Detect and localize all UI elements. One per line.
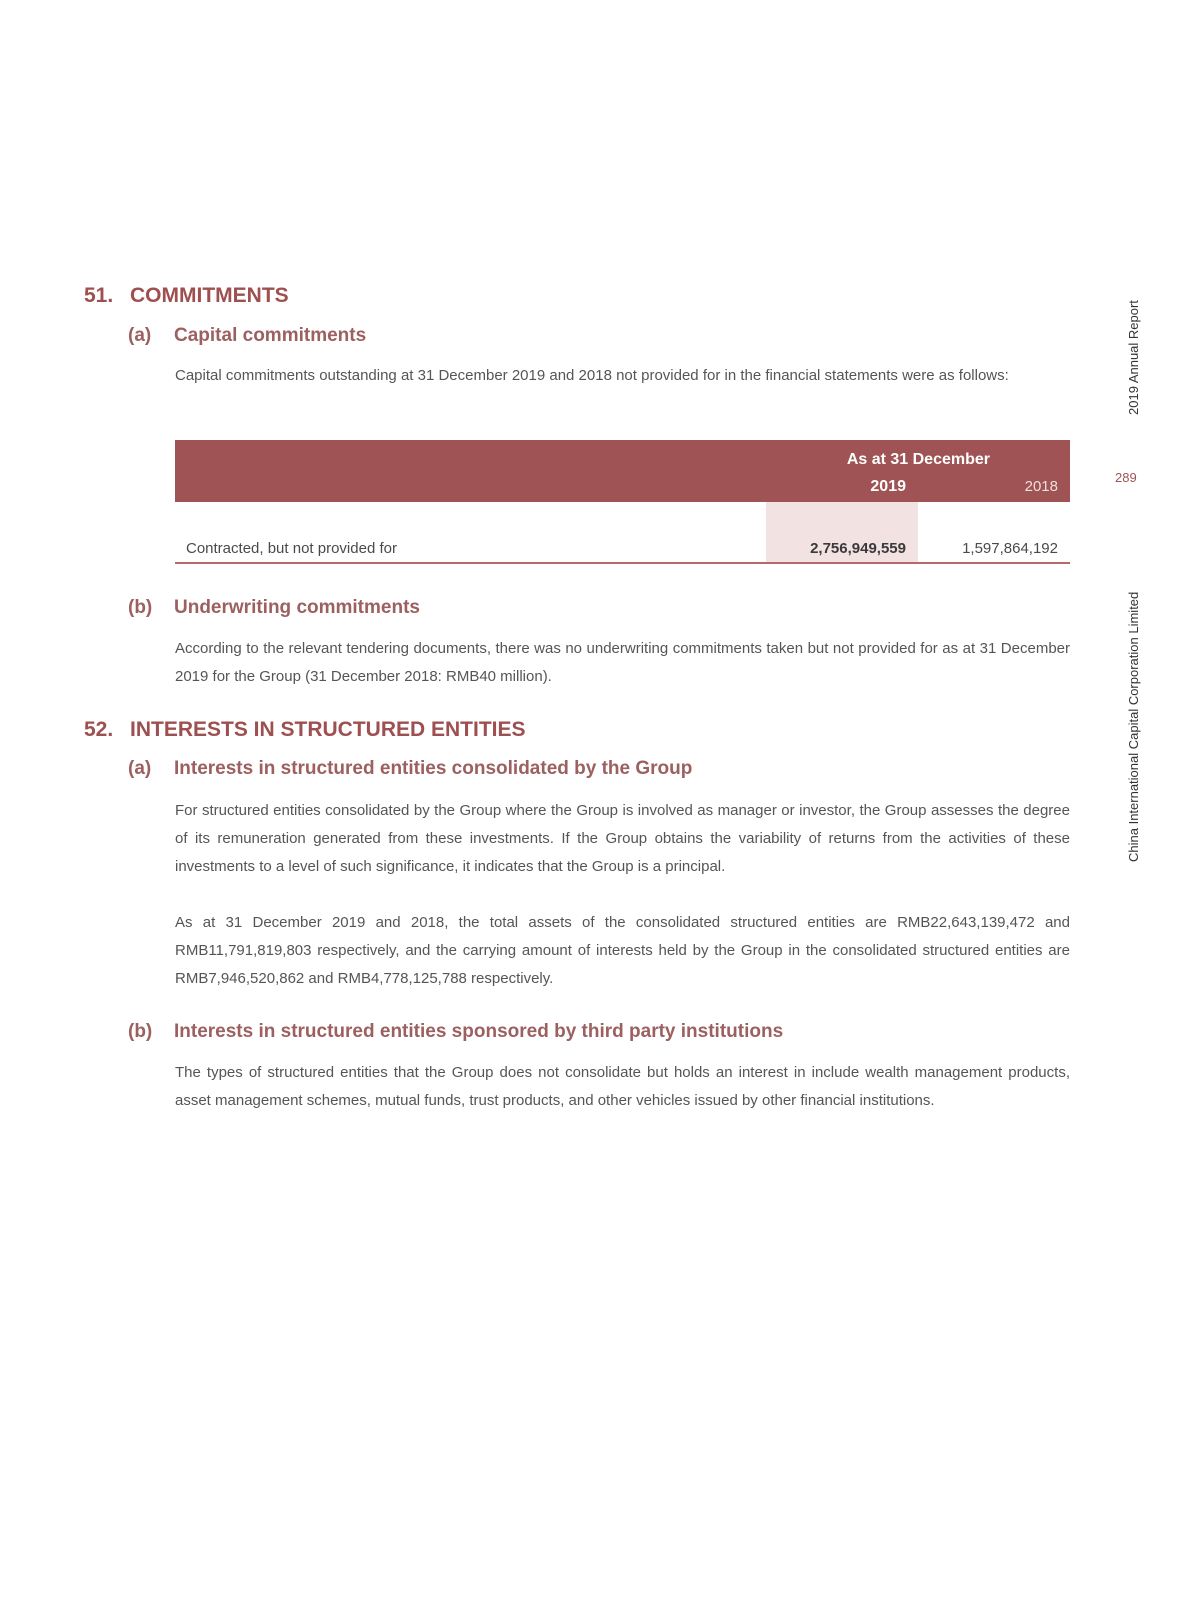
section-52a-text-1: For structured entities consolidated by the Group where the Group is involved as manager or investor, the Group assesses the degree of its remuneration generated from these investments. If the Group obtains the variability of returns from the activities of these investments to a level of such significance, it indicates that the Group is a principal. xyxy=(175,802,1070,875)
table-header xyxy=(175,440,1070,502)
section-51a-text: Capital commitments outstanding at 31 December 2019 and 2018 not provided for in the financial statements were as follows: xyxy=(175,367,1009,384)
company-name-vertical: China International Capital Corporation Limited xyxy=(1126,591,1141,862)
section-52b-heading: (b) Interests in structured entities sponsored by third party institutions xyxy=(128,1021,784,1042)
header-2019: 2019 xyxy=(870,478,906,495)
section-52b-text: The types of structured entities that the Group does not consolidate but holds an interest in include wealth management products, asset management schemes, mutual funds, trust products, and other vehicles issued by other financial institutions. xyxy=(175,1064,1070,1109)
section-52a-heading: (a) Interests in structured entities consolidated by the Group xyxy=(128,758,693,779)
section-51b-heading: (b) Underwriting commitments xyxy=(128,597,420,618)
header-as-at: As at 31 December xyxy=(846,451,990,468)
section-52-heading: 52. INTERESTS IN STRUCTURED ENTITIES xyxy=(84,718,526,741)
section-51-heading: 51. COMMITMENTS xyxy=(84,284,289,307)
capital-commitments-table xyxy=(175,440,1070,557)
section-51a-heading: (a) Capital commitments xyxy=(128,325,367,346)
section-52a-text-2: As at 31 December 2019 and 2018, the total assets of the consolidated structured entities are RMB22,643,139,472 and RMB11,791,819,803 respectively, and the carrying amount of interests held by the Group in the consolidated structured entities are RMB7,946,520,862 and RMB4,778,125,788 respectively. xyxy=(175,914,1070,987)
header-2018: 2018 xyxy=(1024,478,1058,495)
report-title-vertical: 2019 Annual Report xyxy=(1126,300,1141,415)
table-row: Contracted, but not provided for 2,756,949,559 1,597,864,192 xyxy=(175,502,1070,564)
page-number: 289 xyxy=(1115,470,1137,485)
section-51b-text: According to the relevant tendering documents, there was no underwriting commitments taken but not provided for as at 31 December 2019 for the Group (31 December 2018: RMB40 million). xyxy=(175,640,1070,685)
